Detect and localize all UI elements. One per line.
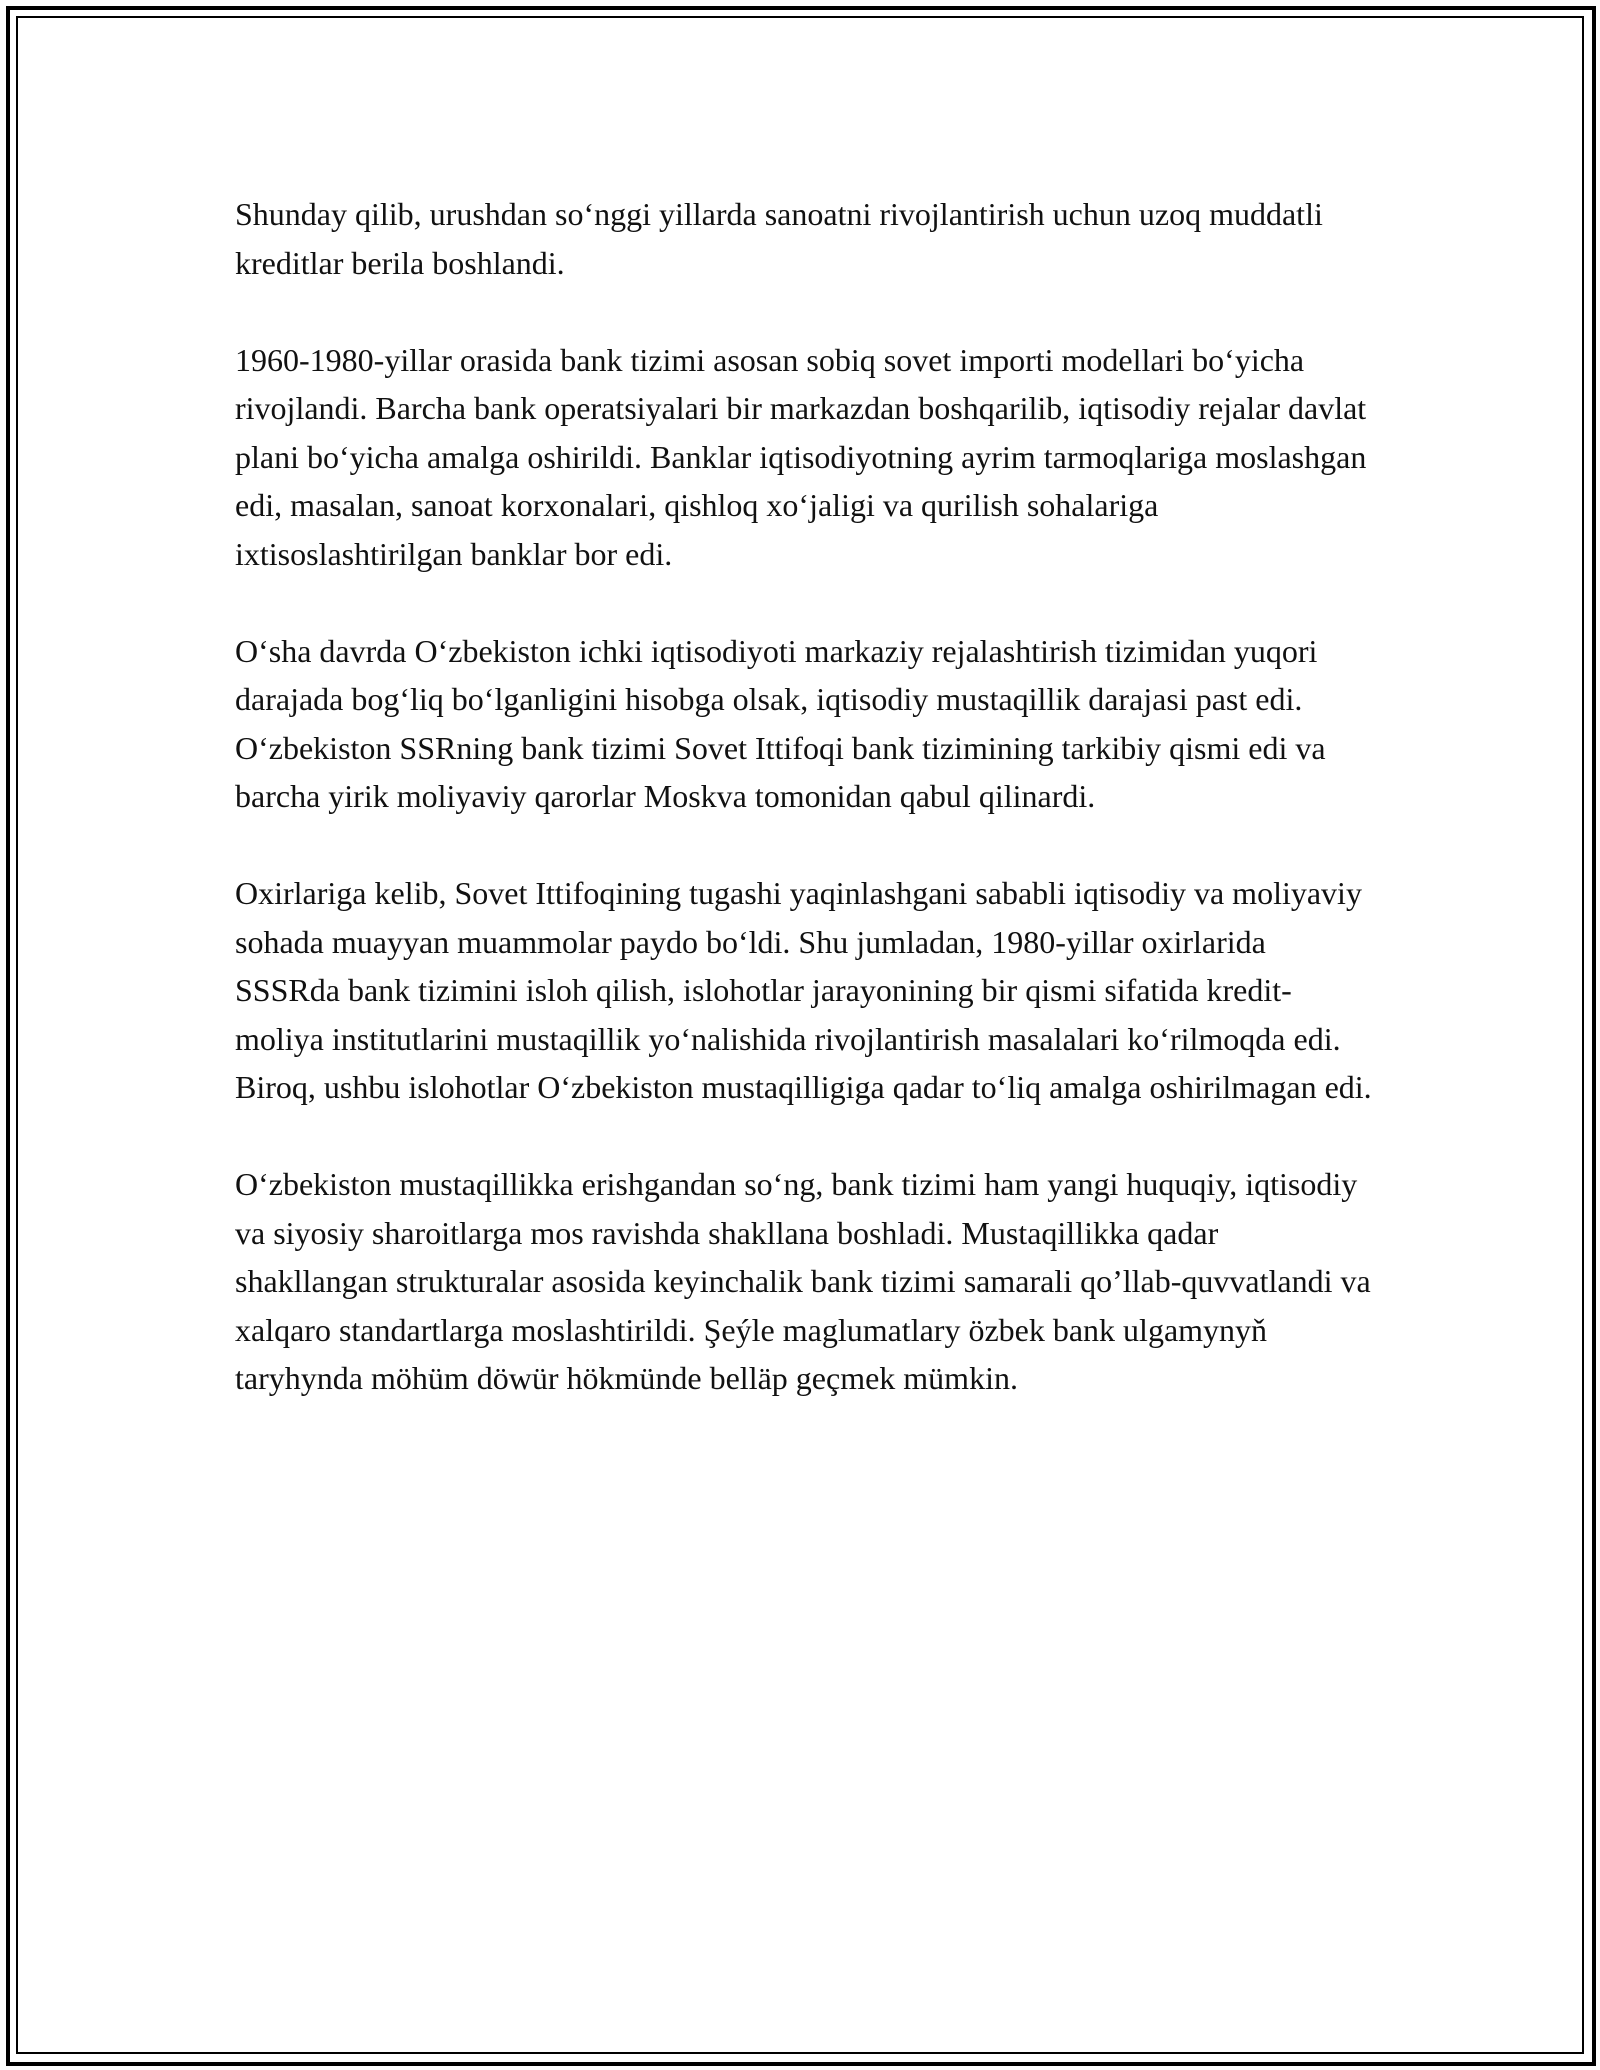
- paragraph-5: O‘zbekiston mustaqillikka erishgandan so‘ng, bank tizimi ham yangi huquqiy, iqtisodiy va siyosiy sharoitlarga mos ravishda shakllana boshladi. Mustaqillikka qadar shakllangan strukturalar asosida keyinchalik bank tizimi samarali qo’llab-quvvatlandi va xalqaro standartlarga moslashtirildi. Şeýle maglumatlary özbek bank ulgamynyň taryhynda möhüm döwür hökmünde belläp geçmek mümkin.: [235, 1166, 1371, 1396]
- paragraph-2: 1960-1980-yillar orasida bank tizimi asosan sobiq sovet importi modellari bo‘yicha rivojlandi. Barcha bank operatsiyalari bir markazdan boshqarilib, iqtisodiy rejalar davlat plani bo‘yicha amalga oshirildi. Banklar iqtisodiyotning ayrim tarmoqlariga moslashgan edi, masalan, sanoat korxonalari, qishloq xo‘jaligi va qurilish sohalariga ixtisoslashtirilgan banklar bor edi.: [235, 341, 1367, 572]
- paragraph-3: O‘sha davrda O‘zbekiston ichki iqtisodiyoti markaziy rejalashtirish tizimidan yuqori darajada bog‘liq bo‘lganligini hisobga olsak, iqtisodiy mustaqillik darajasi past edi. O‘zbekiston SSRning bank tizimi Sovet Ittifoqi bank tizimining tarkibiy qismi edi va barcha yirik moliyaviy qarorlar Moskva tomonidan qabul qilinardi.: [235, 632, 1326, 814]
- paragraph-1: Shunday qilib, urushdan so‘nggi yillarda sanoatni rivojlantirish uchun uzoq muddatli kreditlar berila boshlandi.: [235, 196, 1323, 281]
- paragraph-4: Oxirlariga kelib, Sovet Ittifoqining tugashi yaqinlashgani sababli iqtisodiy va moliyaviy sohada muayyan muammolar paydo bo‘ldi. Shu jumladan, 1980-yillar oxirlarida SSSRda bank tizimini isloh qilish, islohotlar jarayonining bir qismi sifatida kredit-moliya institutlarini mustaqillik yo‘nalishida rivojlantirish masalalari ko‘rilmoqda edi. Biroq, ushbu islohotlar O‘zbekiston mustaqilligiga qadar to‘liq amalga oshirilmagan edi.: [235, 875, 1372, 1105]
- document-body: [235, 190, 1375, 1403]
